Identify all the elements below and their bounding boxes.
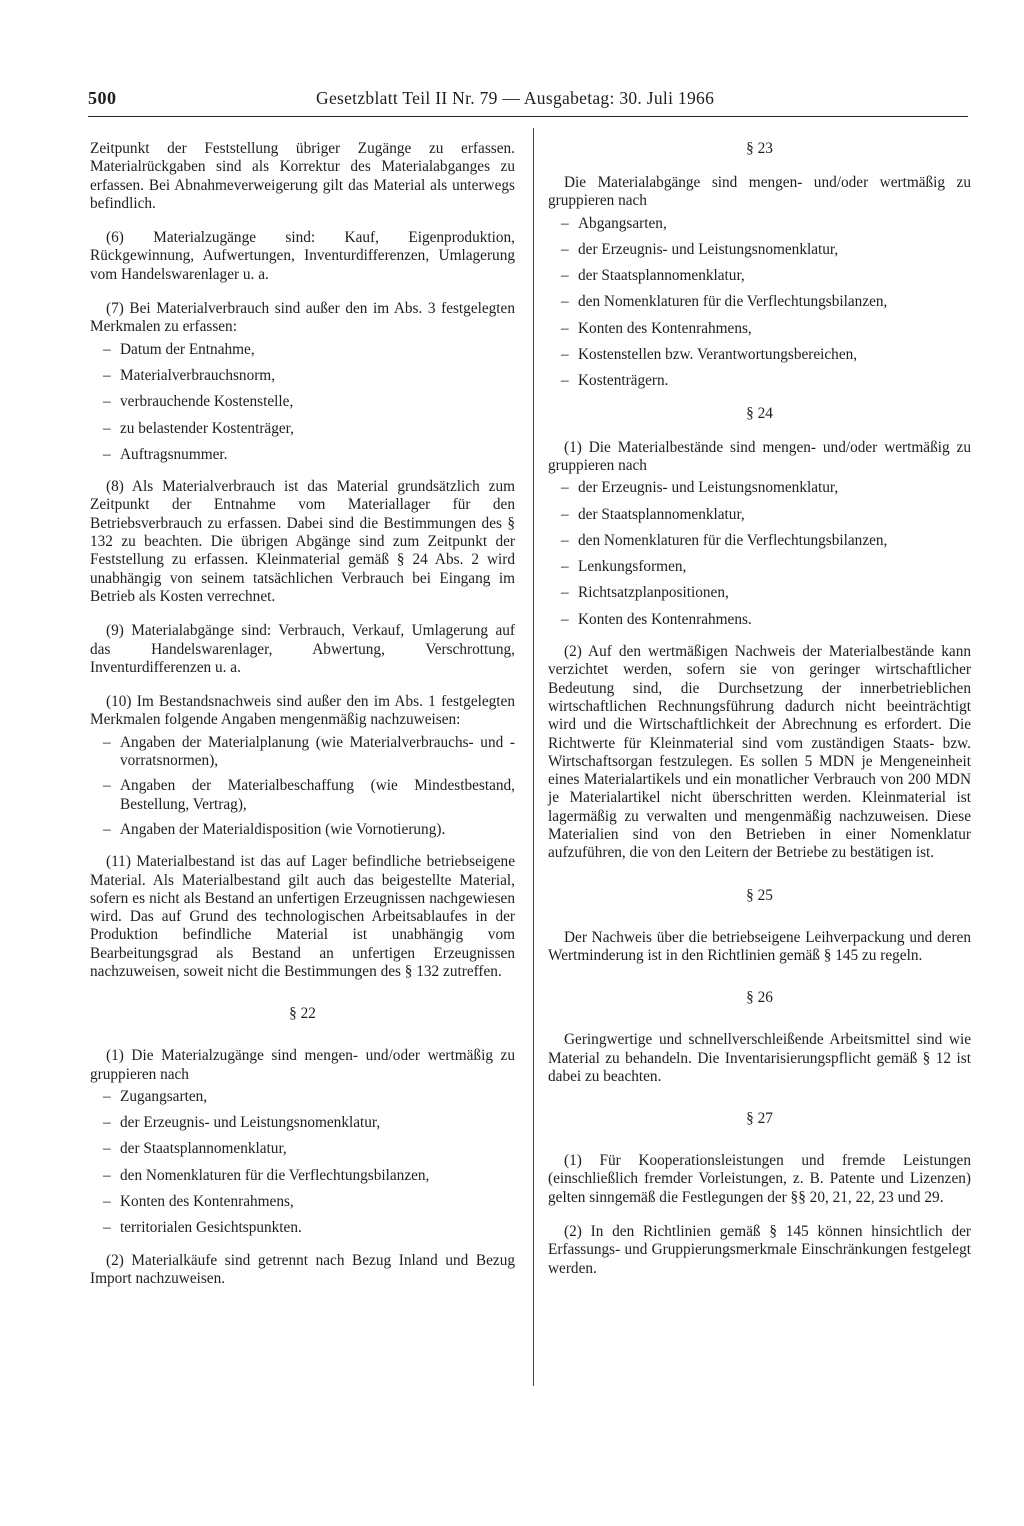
section-23-paragraph: Die Materialabgänge sind mengen- und/oder wertmäßig zu gruppieren nach (548, 174, 971, 210)
section-27-paragraph-2: (2) In den Richtlinien gemäß § 145 können hinsichtlich der Erfassungs- und Gruppierungsmerkmale Einschränkungen festgelegt werden. (548, 1222, 971, 1277)
section-26-heading: § 26 (746, 989, 773, 1007)
list-item: – Abgangsarten, (548, 215, 971, 233)
paragraph-6: (6) Materialzugänge sind: Kauf, Eigenproduktion, Rückgewinnung, Aufwertungen, Inventurdifferenzen, Umlagerung vom Handelswarenlager u. a. (90, 229, 515, 283)
paragraph-continued: Zeitpunkt der Feststellung übriger Zugänge zu erfassen. Materialrückgaben sind als Korrektur des Materialabganges zu erfassen. Bei Abnahmeverweigerung gilt das Material als unterwegs befindlich. (90, 140, 515, 212)
list-item: – territorialen Gesichtspunkten. (90, 1219, 515, 1237)
section-22-heading: § 22 (289, 1005, 316, 1023)
list-p10 (90, 734, 515, 839)
list-item: – Angaben der Materialbeschaffung (wie Mindestbestand, Bestellung, Vertrag), (90, 777, 515, 814)
section-23-heading: § 23 (746, 140, 773, 157)
list-s24 (548, 479, 971, 629)
column-divider (533, 128, 534, 1386)
list-item: – Auftragsnummer. (90, 446, 515, 464)
section-25-paragraph: Der Nachweis über die betriebseigene Leihverpackung und deren Wertminderung ist in den Richtlinien gemäß § 145 zu regeln. (548, 928, 971, 964)
section-24-paragraph-1: (1) Die Materialbestände sind mengen- und/oder wertmäßig zu gruppieren nach (548, 438, 971, 474)
right-column (548, 140, 971, 1294)
left-column (90, 140, 515, 1304)
section-22-paragraph-1: (1) Die Materialzugänge sind mengen- und/oder wertmäßig zu gruppieren nach (90, 1047, 515, 1083)
paragraph-10: (10) Im Bestandsnachweis sind außer den im Abs. 1 festgelegten Merkmalen folgende Angaben mengenmäßig nachzuweisen: (90, 693, 515, 729)
list-item: – verbrauchende Kostenstelle, (90, 393, 515, 411)
list-item: – Angaben der Materialdisposition (wie Vornotierung). (90, 821, 515, 839)
list-item: – der Erzeugnis- und Leistungsnomenklatur, (90, 1114, 515, 1132)
section-22-paragraph-2: (2) Materialkäufe sind getrennt nach Bezug Inland und Bezug Import nachzuweisen. (90, 1251, 515, 1287)
list-item: – Konten des Kontenrahmens, (548, 320, 971, 338)
section-24-paragraph-2: (2) Auf den wertmäßigen Nachweis der Materialbestände kann verzichtet werden, sofern sie von geringer wirtschaftlicher Bedeutung sind, die Durchsetzung der innerbetrieblichen wirtschaftlichen Rechnungsführung dadurch nicht beeinträchtigt wird und die Wirtschaftlichkeit der Abrechnung es erfordert. Die Richtwerte für Kleinmaterial sind vom zuständigen Staats- bzw. Wirtschaftsorgan festzulegen. Es sollen 5 MDN je Mengeneinheit eines Materialartikels und ein monatlicher Verbrauch von 200 MDN je Materialartikel nicht überschritten werden. Kleinmaterial ist lagermäßig zu verwalten und mengenmäßig nachzuweisen. Diese Materialien sind von den Betrieben in einer Nomenklatur aufzuführen, die von den Leitern der Betriebe zu bestätigen ist. (548, 643, 971, 862)
paragraph-9: (9) Materialabgänge sind: Verbrauch, Verkauf, Umlagerung auf das Handelswarenlager, Abwertung, Verschrottung, Inventurdifferenzen u. a. (90, 622, 515, 676)
list-item: – der Staatsplannomenklatur, (90, 1140, 515, 1158)
page-number: 500 (88, 88, 117, 108)
list-item: – Richtsatzplanpositionen, (548, 584, 971, 602)
list-item: – Datum der Entnahme, (90, 341, 515, 359)
header-rule (88, 116, 968, 117)
paragraph-7: (7) Bei Materialverbrauch sind außer den im Abs. 3 festgelegten Merkmalen zu erfassen: (90, 300, 515, 336)
section-25-heading: § 25 (746, 886, 773, 904)
list-p7 (90, 341, 515, 464)
list-s23 (548, 215, 971, 391)
paragraph-11: (11) Materialbestand ist das auf Lager befindliche betriebseigene Material. Als Materialbestand gilt auch das beigestellte Material, sofern es nicht als Bestand an unfertigen Erzeugnissen nachgewiesen wird. Das auf Grund des technologischen Arbeitsablaufes in der Produktion befindliche Material ist unabhängig vom Bearbeitungsgrad als Bestand an unfertigen Erzeugnissen nachzuweisen, soweit nicht die Bestimmungen des § 132 zutreffen. (90, 853, 515, 980)
list-item: – der Erzeugnis- und Leistungsnomenklatur, (548, 241, 971, 259)
paragraph-8: (8) Als Materialverbrauch ist das Material grundsätzlich zum Zeitpunkt der Entnahme vom Materiallager für den Betriebsverbrauch zu erfassen. Dabei sind die Bestimmungen des § 132 zu beachten. Die übrigen Abgänge sind zum Zeitpunkt der Feststellung zu erfassen. Kleinmaterial gemäß § 24 Abs. 2 wird unabhängig von seinem tatsächlichen Verbrauch bei Eingang im Betrieb als Kosten verrechnet. (90, 478, 515, 605)
list-item: – zu belastender Kostenträger, (90, 420, 515, 438)
list-item: – der Staatsplannomenklatur, (548, 506, 971, 524)
list-item: – Lenkungsformen, (548, 558, 971, 576)
list-item: – der Erzeugnis- und Leistungsnomenklatur, (548, 479, 971, 497)
list-item: – den Nomenklaturen für die Verflechtungsbilanzen, (90, 1167, 515, 1185)
header-title: Gesetzblatt Teil II Nr. 79 — Ausgabetag: 30. Juli 1966 (316, 88, 715, 108)
list-item: – Kostenträgern. (548, 372, 971, 390)
list-item: – Konten des Kontenrahmens, (90, 1193, 515, 1211)
section-24-heading: § 24 (746, 404, 773, 422)
list-item: – Kostenstellen bzw. Verantwortungsbereichen, (548, 346, 971, 364)
page-header (88, 84, 968, 114)
list-item: – den Nomenklaturen für die Verflechtungsbilanzen, (548, 532, 971, 550)
list-item: – der Staatsplannomenklatur, (548, 267, 971, 285)
list-s22 (90, 1088, 515, 1238)
list-item: – Angaben der Materialplanung (wie Materialverbrauchs- und -vorratsnormen), (90, 734, 515, 771)
list-item: – den Nomenklaturen für die Verflechtungsbilanzen, (548, 293, 971, 311)
list-item: – Zugangsarten, (90, 1088, 515, 1106)
section-27-heading: § 27 (746, 1110, 773, 1128)
list-item: – Materialverbrauchsnorm, (90, 367, 515, 385)
section-27-paragraph-1: (1) Für Kooperationsleistungen und fremde Leistungen (einschließlich fremder Vorleistungen, z. B. Patente und Lizenzen) gelten sinngemäß die Festlegungen der §§ 20, 21, 22, 23 und 29. (548, 1152, 971, 1206)
list-item: – Konten des Kontenrahmens. (548, 611, 971, 629)
section-26-paragraph: Geringwertige und schnellverschleißende Arbeitsmittel sind wie Material zu behandeln. Die Inventarisierungspflicht gemäß § 12 ist dabei zu beachten. (548, 1031, 971, 1085)
